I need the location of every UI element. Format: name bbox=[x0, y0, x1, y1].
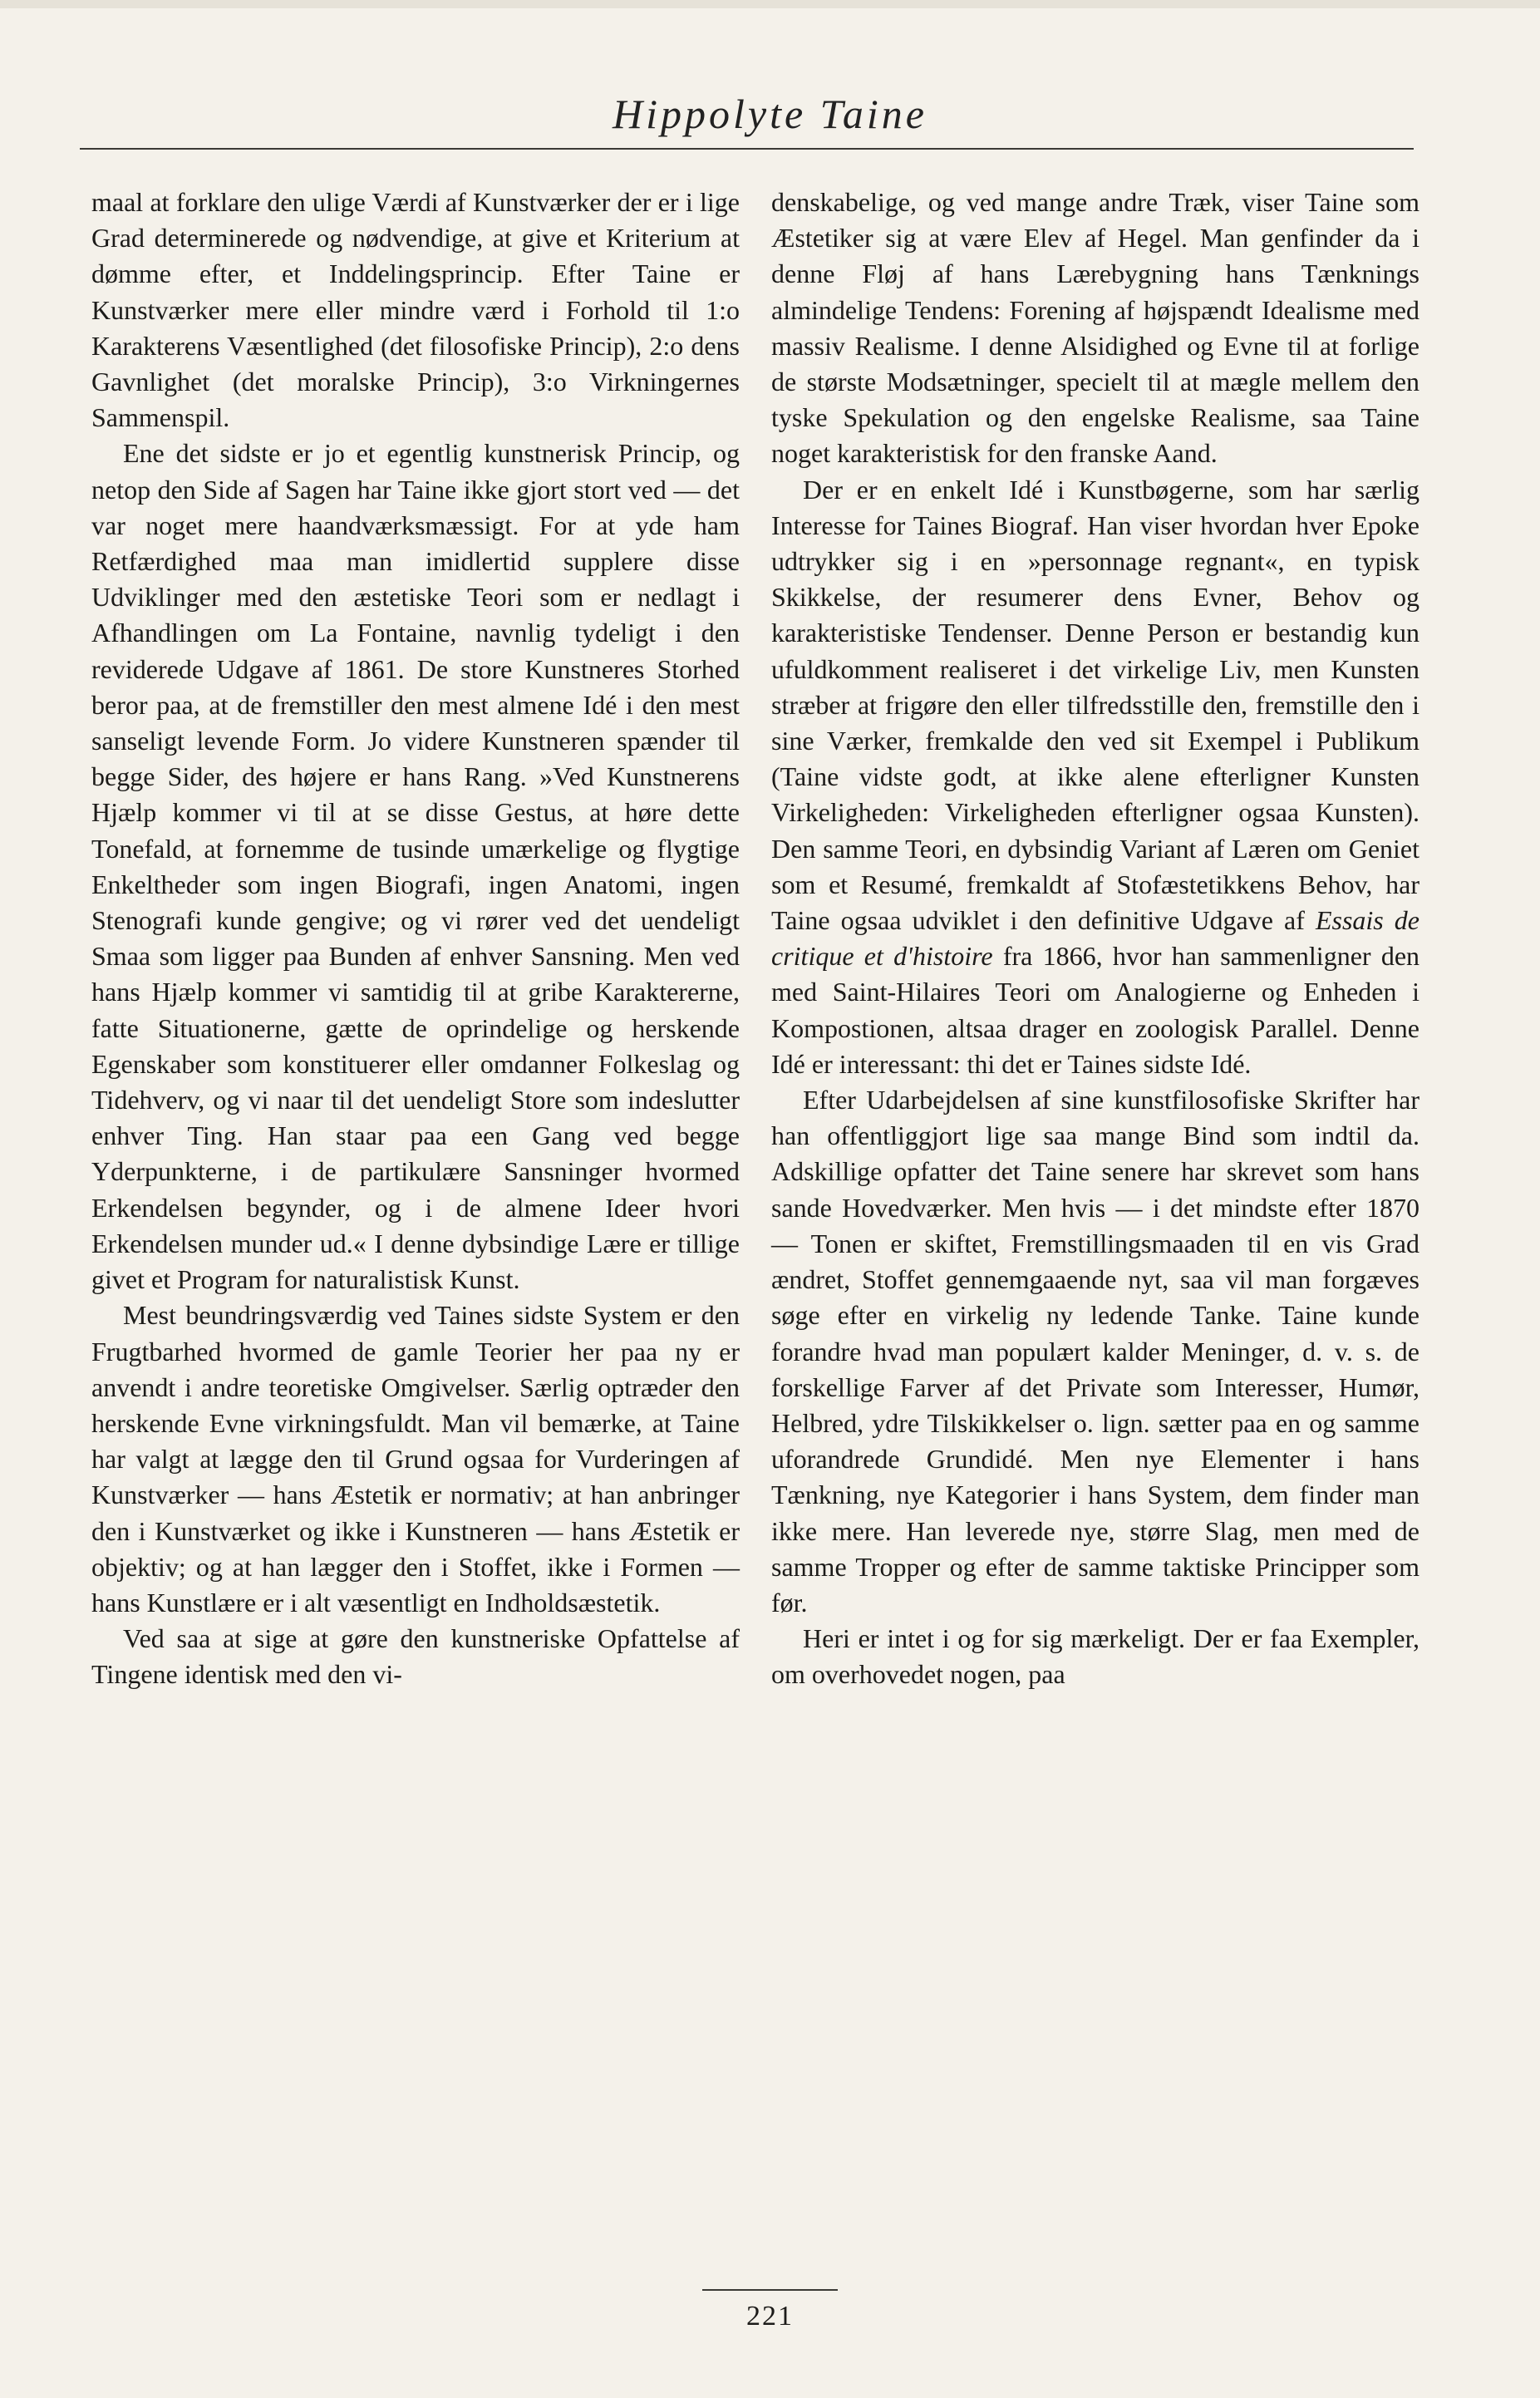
header-rule bbox=[80, 148, 1414, 150]
right-column bbox=[771, 185, 1419, 1693]
paragraph-text: Der er en enkelt Idé i Kunstbøgerne, som har særlig Interesse for Taines Biograf. Han viser hvordan hver Epoke udtrykker sig i en »personnage regnant«, en typisk Skikkelse, der resumerer dens Evner, Behov og karakteristiske Tendenser. Denne Person er bestandig kun ufuldkomment realiseret i det virkelige Liv, men Kunsten stræber at frigøre den eller tilfredsstille den, fremstille den i sine Værker, fremkalde den ved sit Exempel i Publikum (Taine vidste godt, at ikke alene efterligner Kunsten Virkeligheden: Virkeligheden efterligner ogsaa Kunsten). Den samme Teori, en dybsindig Variant af Læren om Geniet som et Resumé, fremkaldt af Stofæstetikkens Behov, har Taine ogsaa udviklet i den definitive Udgave af bbox=[771, 474, 1419, 936]
paragraph: Ved saa at sige at gøre den kunstneriske Opfattelse af Tingene identisk med den vi- bbox=[91, 1623, 740, 1690]
paragraph: denskabelige, og ved mange andre Træk, viser Taine som Æstetiker sig at være Elev af Hegel. Man genfinder da i denne Fløj af hans Lærebygning hans Tænknings almindelige Tendens: Forening af højspændt Idealisme med massiv Realisme. I denne Alsidighed og Evne til at forlige de største Modsætninger, specielt til at mægle mellem den tyske Spekulation og den engelske Realisme, saa Taine noget karakteristisk for den franske Aand. bbox=[771, 187, 1419, 469]
paragraph-text: fra 1866, hvor han sammenligner den med Saint-Hilaires Teori om Analogierne og Enheden i Kompostionen, altsaa drager en zoologisk Parallel. Denne Idé er interessant: thi det er Taines sidste Idé. bbox=[771, 941, 1420, 1079]
footer-rule bbox=[702, 2289, 838, 2291]
top-edge-band bbox=[0, 0, 1540, 8]
paragraph bbox=[771, 472, 1419, 1082]
book-title: Essais de critique et d'histoire bbox=[771, 905, 1419, 972]
paragraph: Efter Udarbejdelsen af sine kunstfilosofiske Skrifter har han offentliggjort lige saa mange Bind som indtil da. Adskillige opfatter det Taine senere har skrevet som hans sande Hovedværker. Men hvis — i det mindste efter 1870 — Tonen er skiftet, Fremstillingsmaaden til en vis Grad ændret, Stoffet gennemgaaende nyt, saa vil man forgæves søge efter en virkelig ny ledende Tanke. Taine kunde forandre hvad man populært kalder Meninger, d. v. s. de forskellige Farver af det Private som Interesser, Humør, Helbred, ydre Tilskikkelser o. lign. sætter paa en og samme uforandrede Grundidé. Men nye Elementer i hans Tænkning, nye Kategorier i hans System, dem finder man ikke mere. Han leverede nye, større Slag, men med de samme Tropper og efter de samme taktiske Principper som før. bbox=[771, 1085, 1419, 1618]
paragraph: maal at forklare den ulige Værdi af Kunstværker der er i lige Grad determinerede og nødvendige, at give et Kriterium at dømme efter, et Inddelingsprincip. Efter Taine er Kunstværker mere eller mindre værd i Forhold til 1:o Karakterens Væsentlighed (det filosofiske Princip), 2:o dens Gavnlighet (det moralske Princip), 3:o Virkningernes Sammenspil. bbox=[91, 187, 740, 433]
paragraph: Ene det sidste er jo et egentlig kunstnerisk Princip, og netop den Side af Sagen har Taine ikke gjort stort ved — det var noget mere haandværksmæssigt. For at yde ham Retfærdighed maa man imidlertid supplere disse Udviklinger med den æstetiske Teori som er nedlagt i Afhandlingen om La Fontaine, navnlig tydeligt i den reviderede Udgave af 1861. De store Kunstneres Storhed beror paa, at de fremstiller den mest almene Idé i den mest sanseligt levende Form. Jo videre Kunstneren spænder til begge Sider, des højere er hans Rang. »Ved Kunstnerens Hjælp kommer vi til at se disse Gestus, at høre dette Tonefald, at fornemme de tusinde umærkelige og flygtige Enkeltheder som ingen Biografi, ingen Anatomi, ingen Stenografi kunde gengive; og vi rører ved det uendeligt Smaa som ligger paa Bunden af enhver Sansning. Men ved hans Hjælp kommer vi samtidig til at gribe Karaktererne, fatte Situationerne, gætte de oprindelige og herskende Egenskaber som konstituerer eller omdanner Folkeslag og Tidehverv, og vi naar til det uendeligt Store som indeslutter enhver Ting. Han staar paa een Gang ved begge Yderpunkterne, i de partikulære Sansninger hvormed Erkendelsen begynder, og i de almene Ideer hvori Erkendelsen munder ud.« I denne dybsindige Lære er tillige givet et Program for naturalistisk Kunst. bbox=[91, 438, 740, 1295]
paragraph: Mest beundringsværdig ved Taines sidste System er den Frugtbarhed hvormed de gamle Teorier her paa ny er anvendt i andre teoretiske Omgivelser. Særlig optræder den herskende Evne virkningsfuldt. Man vil bemærke, at Taine har valgt at lægge den til Grund ogsaa for Vurderingen af Kunstværker — hans Æstetik er normativ; at han anbringer den i Kunstværket og ikke i Kunstneren — hans Æstetik er objektiv; og at han lægger den i Stoffet, ikke i Formen — hans Kunstlære er i alt væsentligt en Indholdsæstetik. bbox=[91, 1300, 740, 1618]
page-number: 221 bbox=[746, 2301, 794, 2332]
paragraph: Heri er intet i og for sig mærkeligt. Der er faa Exempler, om overhovedet nogen, paa bbox=[771, 1623, 1419, 1690]
left-column bbox=[91, 185, 740, 1693]
running-title: Hippolyte Taine bbox=[613, 91, 927, 137]
